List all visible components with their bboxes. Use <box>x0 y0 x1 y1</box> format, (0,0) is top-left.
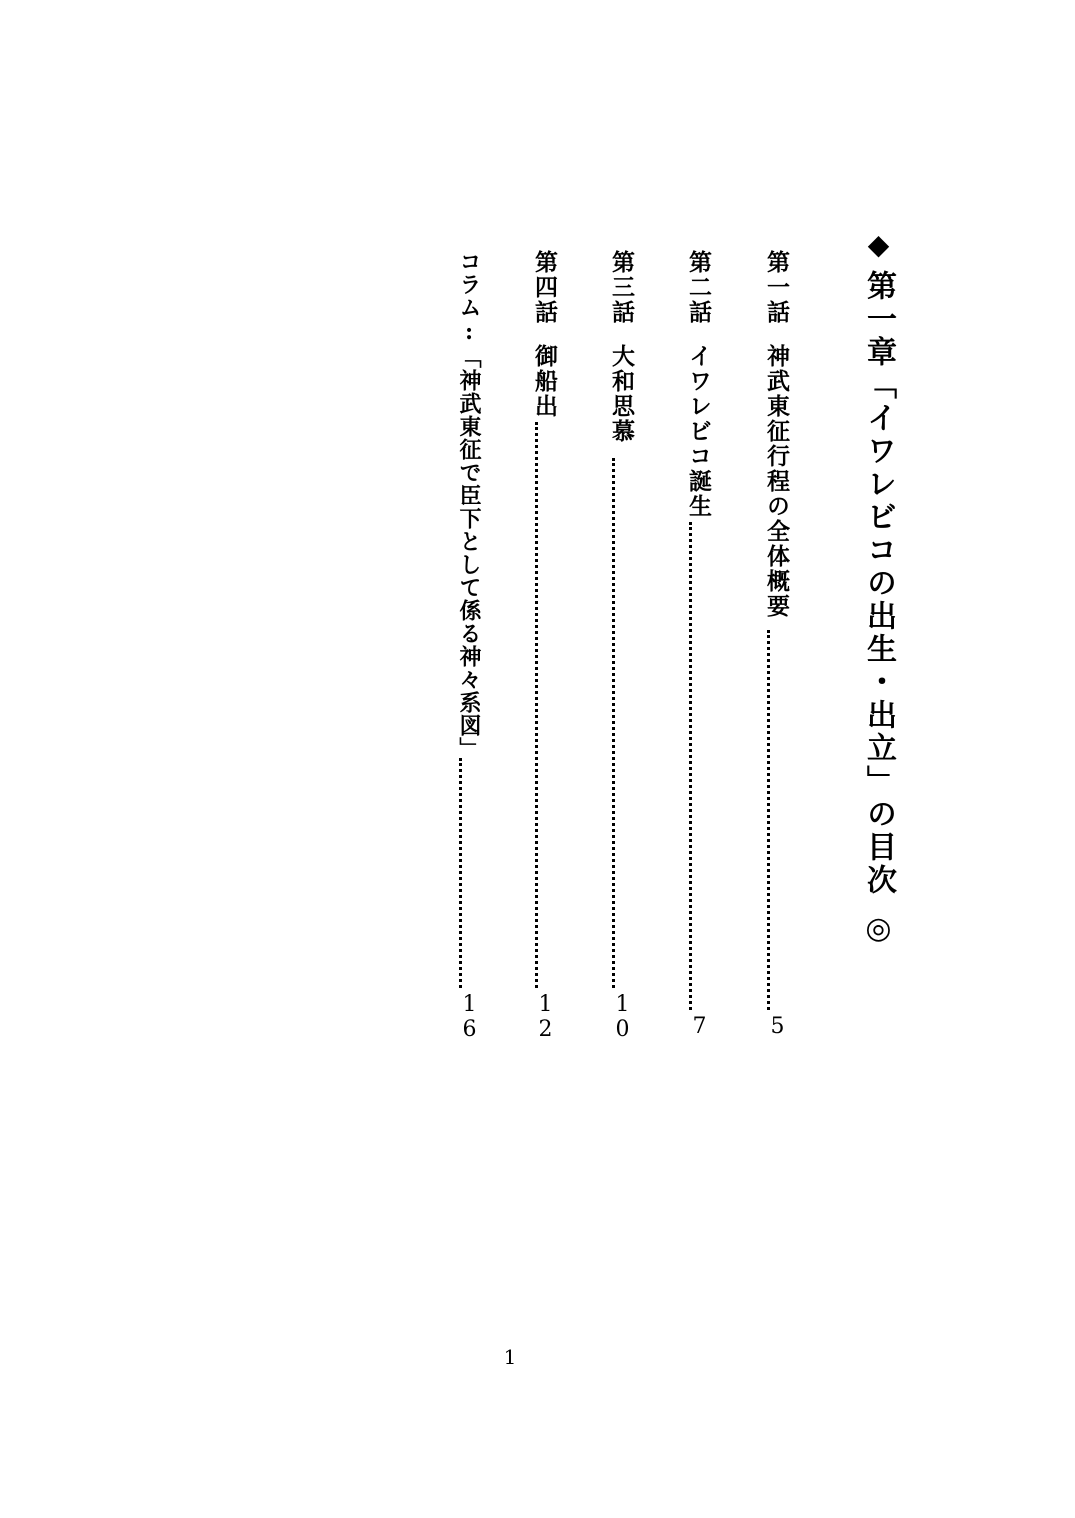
entry-page-number: 7 <box>687 1014 712 1039</box>
toc-heading <box>855 228 901 1048</box>
entry-title: 大和思慕 <box>608 344 635 444</box>
dot-leader <box>689 522 692 1010</box>
entry-title: コラム:「神武東征で臣下として係る神々系図」 <box>456 250 482 760</box>
entry-page-number: 12 <box>533 992 558 1042</box>
toc-entry[interactable] <box>593 250 633 1070</box>
entry-label: 第二話 <box>685 250 712 325</box>
entry-page-number: 10 <box>610 992 635 1042</box>
page-number: 1 <box>503 1345 517 1369</box>
entry-page-number: 16 <box>457 992 482 1042</box>
entry-page-number: 5 <box>765 1014 790 1039</box>
dot-leader <box>535 422 538 988</box>
toc-entry[interactable] <box>748 250 788 1070</box>
entry-label: 第四話 <box>531 250 558 325</box>
entry-title: イワレビコ誕生 <box>685 344 712 519</box>
diamond-icon: ◆ <box>862 228 895 264</box>
dot-leader <box>612 458 615 988</box>
dot-leader <box>767 630 770 1010</box>
chapter-title: 第一章「イワレビコの出生・出立」の目次 <box>861 270 896 897</box>
dot-leader <box>459 758 462 988</box>
toc-entry[interactable] <box>440 250 480 1070</box>
entry-label: 第一話 <box>763 250 790 325</box>
toc-entry[interactable] <box>670 250 710 1070</box>
double-circle-icon: ◎ <box>861 911 896 949</box>
entry-title: 御船出 <box>531 344 558 419</box>
entry-label: 第三話 <box>608 250 635 325</box>
entry-title: 神武東征行程の全体概要 <box>763 344 790 619</box>
toc-entry[interactable] <box>516 250 556 1070</box>
